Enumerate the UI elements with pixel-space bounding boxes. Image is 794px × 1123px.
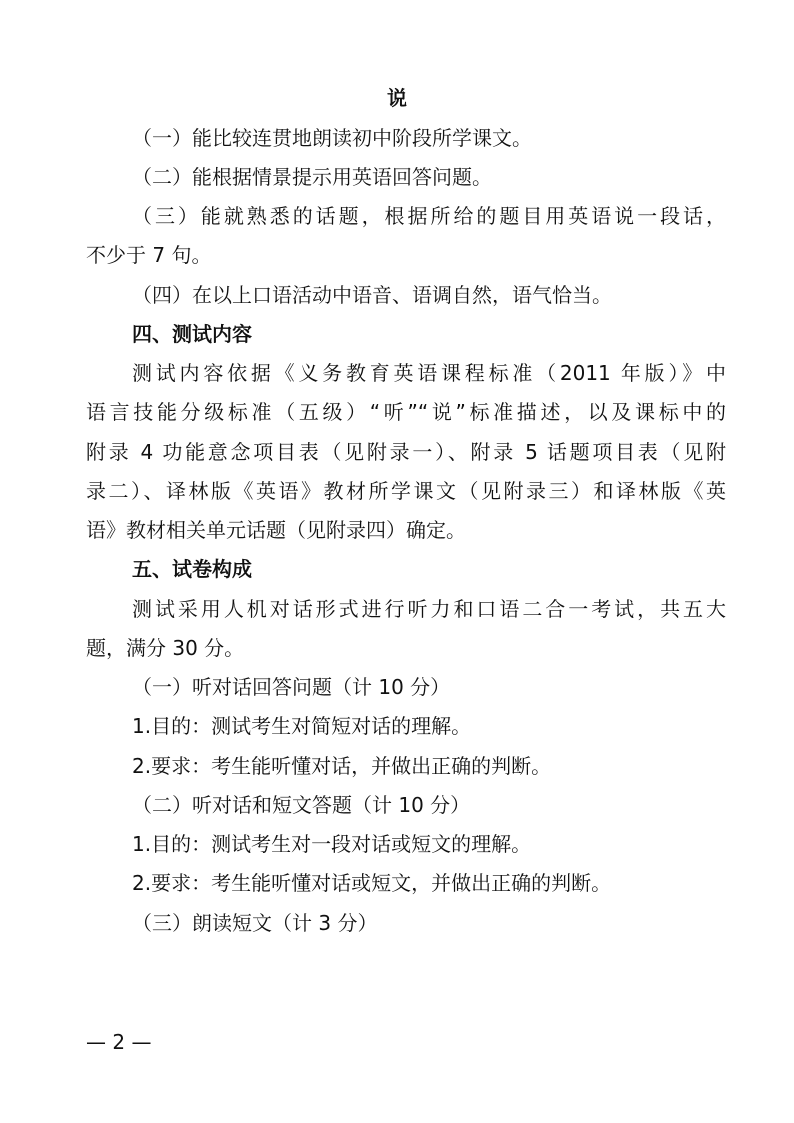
section-heading-speaking: 说	[387, 86, 407, 110]
paragraph-line: 测试采用人机对话形式进行听力和口语二合一考试，共五大	[132, 597, 726, 621]
paragraph-line: （四）在以上口语活动中语音、语调自然，语气恰当。	[132, 283, 612, 307]
paragraph-line: 题，满分 30 分。	[86, 636, 245, 660]
paragraph-line: 2.要求：考生能听懂对话或短文，并做出正确的判断。	[132, 871, 612, 895]
paragraph-line: （二）能根据情景提示用英语回答问题。	[132, 165, 492, 189]
paragraph-line: 2.要求：考生能听懂对话，并做出正确的判断。	[132, 754, 552, 778]
paragraph-line: 语》教材相关单元话题（见附录四）确定。	[86, 518, 466, 542]
subsection-title: （二）听对话和短文答题（计 10 分）	[132, 793, 471, 817]
paragraph-line: 不少于 7 句。	[86, 243, 212, 267]
page-number: — 2 —	[86, 1030, 152, 1054]
paragraph-line: 语言技能分级标准（五级）“听”“说”标准描述，以及课标中的	[86, 400, 726, 424]
paragraph-line: （一）能比较连贯地朗读初中阶段所学课文。	[132, 126, 532, 150]
paragraph-line: （三）能就熟悉的话题，根据所给的题目用英语说一段话，	[132, 204, 726, 228]
subsection-title: （一）听对话回答问题（计 10 分）	[132, 675, 451, 699]
paragraph-line: 1.目的：测试考生对一段对话或短文的理解。	[132, 832, 532, 856]
section-title-paper-structure: 五、试卷构成	[132, 557, 252, 581]
paragraph-line: 测试内容依据《义务教育英语课程标准（2011 年版）》中	[132, 361, 726, 385]
paragraph-line: 1.目的：测试考生对简短对话的理解。	[132, 714, 472, 738]
subsection-title: （三）朗读短文（计 3 分）	[132, 911, 378, 935]
paragraph-line: 附录 4 功能意念项目表（见附录一）、附录 5 话题项目表（见附	[86, 440, 726, 464]
section-title-test-content: 四、测试内容	[132, 322, 252, 346]
paragraph-line: 录二）、译林版《英语》教材所学课文（见附录三）和译林版《英	[86, 479, 726, 503]
